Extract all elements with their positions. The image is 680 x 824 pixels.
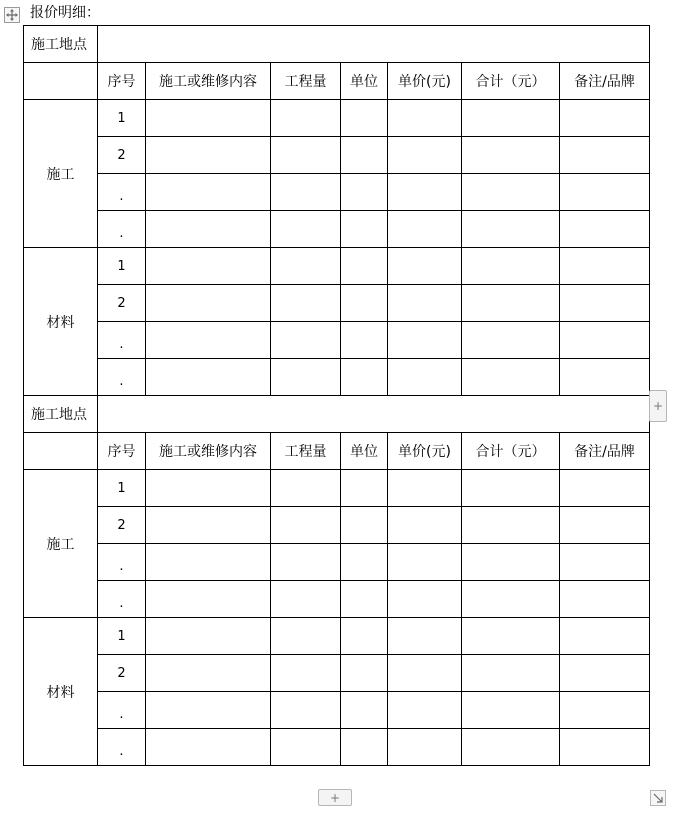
empty-cell[interactable]: [271, 137, 341, 174]
empty-cell[interactable]: [271, 322, 341, 359]
column-header: 备注/品牌: [560, 63, 650, 100]
empty-cell[interactable]: [271, 655, 341, 692]
empty-cell[interactable]: [462, 359, 560, 396]
empty-cell[interactable]: [271, 100, 341, 137]
empty-cell[interactable]: [462, 655, 560, 692]
document-title: 报价明细：: [30, 5, 100, 21]
empty-cell[interactable]: [146, 544, 271, 581]
group-label-cell: 施工: [24, 100, 98, 248]
empty-cell[interactable]: [388, 544, 462, 581]
empty-cell[interactable]: [388, 729, 462, 766]
site-value-cell[interactable]: [98, 396, 650, 433]
empty-cell[interactable]: [271, 692, 341, 729]
empty-cell[interactable]: [271, 174, 341, 211]
empty-cell[interactable]: [462, 692, 560, 729]
resize-icon: [653, 793, 663, 803]
column-header: 序号: [98, 63, 146, 100]
column-header: 工程量: [271, 433, 341, 470]
column-header: 序号: [98, 433, 146, 470]
serial-number-cell: .: [98, 211, 146, 248]
table-row: [24, 100, 650, 137]
table-resize-handle[interactable]: [650, 790, 666, 806]
serial-number-cell: 2: [98, 507, 146, 544]
empty-cell[interactable]: [271, 470, 341, 507]
empty-cell[interactable]: [341, 581, 388, 618]
empty-cell[interactable]: [146, 729, 271, 766]
empty-cell[interactable]: [341, 285, 388, 322]
empty-cell[interactable]: [462, 322, 560, 359]
empty-cell[interactable]: [388, 655, 462, 692]
empty-cell[interactable]: [388, 470, 462, 507]
table-row: [24, 322, 650, 359]
table-row: [24, 544, 650, 581]
group-label-cell: 材料: [24, 618, 98, 766]
empty-cell[interactable]: [388, 359, 462, 396]
empty-cell[interactable]: [462, 137, 560, 174]
empty-cell[interactable]: [462, 618, 560, 655]
column-header: 备注/品牌: [560, 433, 650, 470]
empty-cell[interactable]: [560, 692, 650, 729]
empty-cell[interactable]: [560, 359, 650, 396]
serial-number-cell: 1: [98, 618, 146, 655]
table-row: [24, 618, 650, 655]
empty-cell[interactable]: [560, 285, 650, 322]
empty-cell[interactable]: [341, 470, 388, 507]
site-label-cell: 施工地点: [24, 396, 98, 433]
group-label-cell: 材料: [24, 248, 98, 396]
quote-table: [23, 25, 650, 766]
empty-cell[interactable]: [271, 544, 341, 581]
empty-cell[interactable]: [341, 211, 388, 248]
empty-cell[interactable]: [388, 581, 462, 618]
empty-cell[interactable]: [146, 100, 271, 137]
empty-cell[interactable]: [560, 618, 650, 655]
empty-cell[interactable]: [146, 359, 271, 396]
empty-cell[interactable]: [462, 470, 560, 507]
table-row: [24, 137, 650, 174]
empty-cell[interactable]: [271, 248, 341, 285]
empty-cell[interactable]: [388, 174, 462, 211]
serial-number-cell: 2: [98, 137, 146, 174]
empty-cell[interactable]: [271, 618, 341, 655]
empty-cell[interactable]: [341, 248, 388, 285]
empty-cell[interactable]: [462, 174, 560, 211]
table-row: [24, 248, 650, 285]
serial-number-cell: .: [98, 322, 146, 359]
empty-cell[interactable]: [341, 544, 388, 581]
empty-cell[interactable]: [560, 507, 650, 544]
column-header: 单价(元): [388, 63, 462, 100]
empty-cell[interactable]: [388, 137, 462, 174]
empty-cell[interactable]: [388, 100, 462, 137]
empty-cell[interactable]: [462, 285, 560, 322]
table-row: [24, 692, 650, 729]
empty-cell[interactable]: [462, 100, 560, 137]
add-column-button[interactable]: [649, 390, 667, 422]
serial-number-cell: 1: [98, 100, 146, 137]
header-row: [24, 63, 650, 100]
empty-cell[interactable]: [462, 211, 560, 248]
table-row: [24, 359, 650, 396]
empty-cell[interactable]: [560, 100, 650, 137]
column-header: 单价(元): [388, 433, 462, 470]
table-row: [24, 211, 650, 248]
empty-cell[interactable]: [462, 248, 560, 285]
empty-cell[interactable]: [560, 470, 650, 507]
move-icon: [6, 9, 18, 21]
column-header: 合计（元）: [462, 433, 560, 470]
empty-cell[interactable]: [271, 211, 341, 248]
serial-number-cell: .: [98, 544, 146, 581]
empty-cell[interactable]: [271, 507, 341, 544]
empty-cell[interactable]: [388, 322, 462, 359]
empty-cell[interactable]: [271, 581, 341, 618]
table-row: [24, 470, 650, 507]
empty-cell[interactable]: [560, 248, 650, 285]
empty-cell[interactable]: [146, 248, 271, 285]
column-header: 施工或维修内容: [146, 433, 271, 470]
empty-cell[interactable]: [388, 285, 462, 322]
serial-number-cell: 1: [98, 248, 146, 285]
empty-cell[interactable]: [388, 211, 462, 248]
empty-cell[interactable]: [560, 655, 650, 692]
empty-cell[interactable]: [560, 581, 650, 618]
empty-cell[interactable]: [146, 322, 271, 359]
column-header: 合计（元）: [462, 63, 560, 100]
empty-cell[interactable]: [271, 729, 341, 766]
empty-cell[interactable]: [560, 322, 650, 359]
serial-number-cell: .: [98, 729, 146, 766]
empty-cell[interactable]: [341, 655, 388, 692]
serial-number-cell: .: [98, 174, 146, 211]
empty-cell[interactable]: [560, 211, 650, 248]
empty-cell[interactable]: [146, 692, 271, 729]
empty-cell[interactable]: [462, 729, 560, 766]
empty-cell[interactable]: [462, 507, 560, 544]
plus-icon: +: [329, 790, 341, 805]
add-row-button[interactable]: [318, 789, 352, 806]
empty-cell[interactable]: [341, 729, 388, 766]
serial-number-cell: .: [98, 692, 146, 729]
empty-cell[interactable]: [341, 507, 388, 544]
serial-number-cell: 2: [98, 285, 146, 322]
empty-cell[interactable]: [560, 137, 650, 174]
empty-cell[interactable]: [146, 507, 271, 544]
site-label-cell: 施工地点: [24, 26, 98, 63]
empty-cell[interactable]: [146, 211, 271, 248]
header-row: [24, 433, 650, 470]
site-row: [24, 26, 650, 63]
empty-cell[interactable]: [341, 174, 388, 211]
column-header: 单位: [341, 433, 388, 470]
empty-cell[interactable]: [341, 100, 388, 137]
empty-cell[interactable]: [462, 581, 560, 618]
plus-icon: +: [652, 399, 664, 413]
group-label-cell: 施工: [24, 470, 98, 618]
table-row: [24, 174, 650, 211]
empty-cell[interactable]: [341, 359, 388, 396]
empty-cell[interactable]: [146, 618, 271, 655]
table-row: [24, 507, 650, 544]
column-header: [24, 63, 98, 100]
table-row: [24, 729, 650, 766]
column-header: 工程量: [271, 63, 341, 100]
empty-cell[interactable]: [146, 137, 271, 174]
table-row: [24, 581, 650, 618]
site-value-cell[interactable]: [98, 26, 650, 63]
empty-cell[interactable]: [560, 544, 650, 581]
empty-cell[interactable]: [146, 655, 271, 692]
empty-cell[interactable]: [560, 174, 650, 211]
empty-cell[interactable]: [341, 692, 388, 729]
column-header: [24, 433, 98, 470]
empty-cell[interactable]: [388, 618, 462, 655]
serial-number-cell: 1: [98, 470, 146, 507]
empty-cell[interactable]: [388, 507, 462, 544]
empty-cell[interactable]: [271, 359, 341, 396]
empty-cell[interactable]: [341, 618, 388, 655]
empty-cell[interactable]: [462, 544, 560, 581]
table-move-handle[interactable]: [4, 7, 20, 23]
empty-cell[interactable]: [560, 729, 650, 766]
serial-number-cell: .: [98, 581, 146, 618]
empty-cell[interactable]: [271, 285, 341, 322]
serial-number-cell: 2: [98, 655, 146, 692]
table-row: [24, 285, 650, 322]
empty-cell[interactable]: [341, 322, 388, 359]
empty-cell[interactable]: [388, 248, 462, 285]
empty-cell[interactable]: [146, 581, 271, 618]
empty-cell[interactable]: [388, 692, 462, 729]
site-row: [24, 396, 650, 433]
empty-cell[interactable]: [146, 174, 271, 211]
empty-cell[interactable]: [146, 285, 271, 322]
column-header: 施工或维修内容: [146, 63, 271, 100]
serial-number-cell: .: [98, 359, 146, 396]
column-header: 单位: [341, 63, 388, 100]
table-row: [24, 655, 650, 692]
empty-cell[interactable]: [341, 137, 388, 174]
empty-cell[interactable]: [146, 470, 271, 507]
